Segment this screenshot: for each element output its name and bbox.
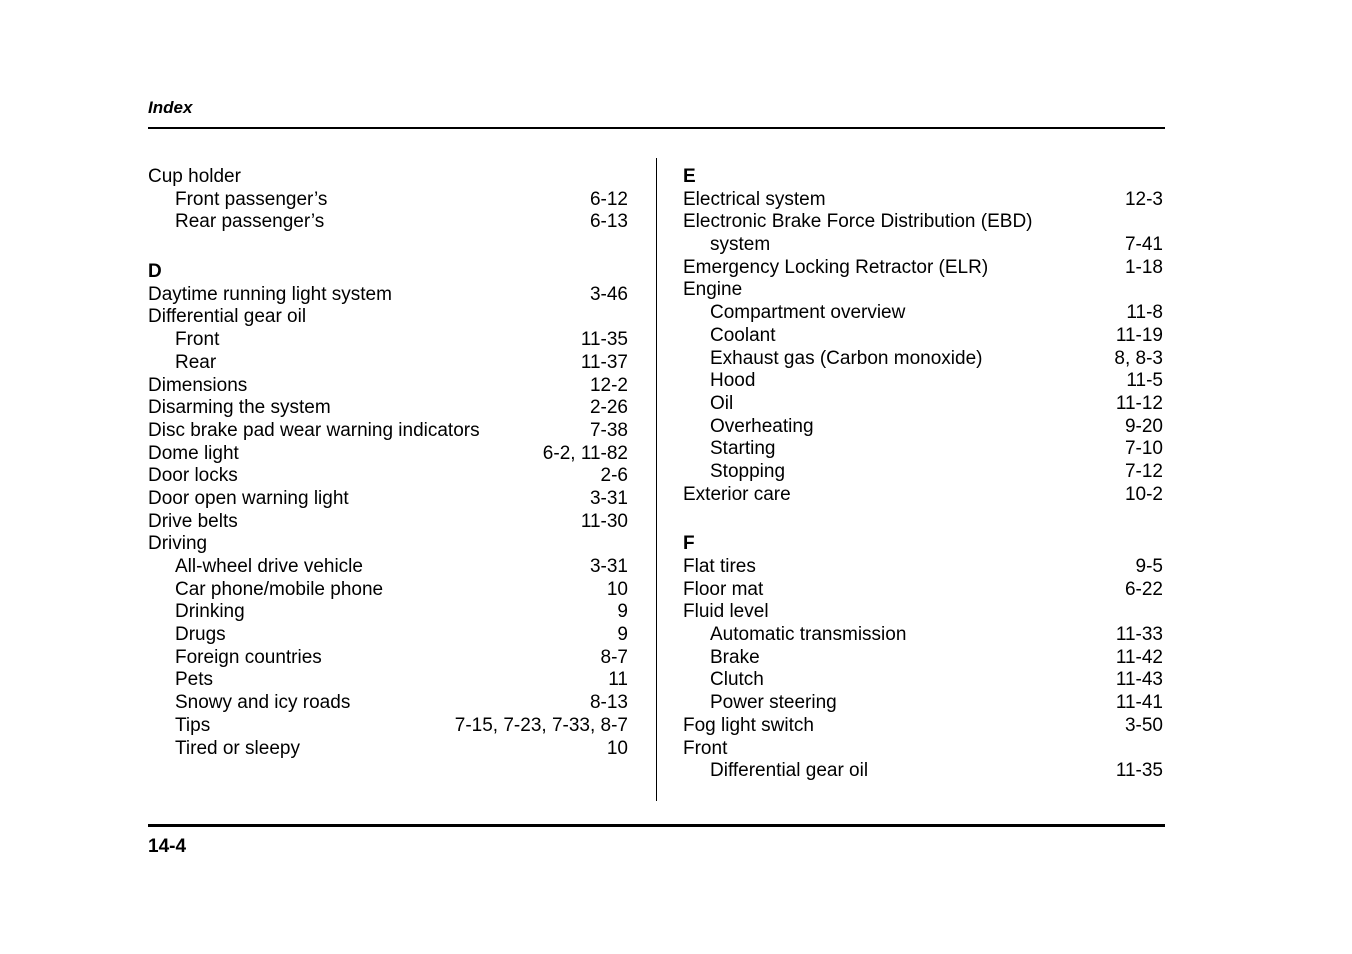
index-term: Rear xyxy=(175,351,217,373)
index-entry xyxy=(148,601,628,624)
index-entry xyxy=(683,234,1163,257)
index-entry xyxy=(683,484,1163,507)
page-reference: 2-6 xyxy=(600,465,628,487)
page-reference: 7-12 xyxy=(1124,460,1163,482)
index-entry xyxy=(683,279,1163,302)
index-term: Disarming the system xyxy=(148,397,331,419)
index-term: Overheating xyxy=(710,415,814,437)
index-group xyxy=(148,284,628,760)
index-term: Exterior care xyxy=(683,483,791,505)
page-reference: 10 xyxy=(606,578,628,600)
index-entry xyxy=(683,416,1163,439)
index-term: Cup holder xyxy=(148,166,241,187)
page-reference: 11-30 xyxy=(580,510,628,532)
index-term: Compartment overview xyxy=(710,302,906,324)
page-number: 14-4 xyxy=(148,836,187,857)
index-term: Coolant xyxy=(710,324,776,346)
index-entry xyxy=(148,511,628,534)
page-reference: 9 xyxy=(617,601,628,623)
index-term: Electronic Brake Force Distribution (EBD) xyxy=(683,211,1033,233)
index-entry xyxy=(148,669,628,692)
header-rule xyxy=(148,127,1165,129)
index-column-right xyxy=(683,166,1163,783)
index-entry xyxy=(148,211,628,234)
page-reference: 12-2 xyxy=(589,374,628,396)
page-reference: 3-50 xyxy=(1124,714,1163,736)
page-reference: 6-22 xyxy=(1124,578,1163,600)
page-reference: 10-2 xyxy=(1124,483,1163,505)
index-term: Floor mat xyxy=(683,578,764,600)
index-term: Brake xyxy=(710,646,760,668)
index-entry xyxy=(683,302,1163,325)
section-letter-e: E xyxy=(683,166,696,187)
index-entry xyxy=(148,352,628,375)
page-reference: 11-35 xyxy=(1115,760,1163,782)
page-reference: 3-31 xyxy=(589,487,628,509)
index-entry xyxy=(683,257,1163,280)
page-reference: 11-33 xyxy=(1115,624,1163,646)
index-entry xyxy=(148,624,628,647)
index-term: Differential gear oil xyxy=(148,306,307,328)
index-term: Driving xyxy=(148,533,208,555)
index-entry xyxy=(683,556,1163,579)
index-term: system xyxy=(710,234,771,256)
index-entry xyxy=(148,715,628,738)
page-reference: 12-3 xyxy=(1124,188,1163,210)
column-divider xyxy=(656,158,657,801)
index-term: Tired or sleepy xyxy=(175,737,300,759)
index-entry xyxy=(148,306,628,329)
index-entry xyxy=(683,760,1163,783)
index-term: Foreign countries xyxy=(175,646,322,668)
page-reference: 6-2, 11-82 xyxy=(542,442,628,464)
page-reference: 11-37 xyxy=(580,351,628,373)
index-entry xyxy=(148,284,628,307)
index-entry xyxy=(683,211,1163,234)
page-reference: 3-31 xyxy=(589,556,628,577)
page-reference: 11-19 xyxy=(1115,324,1163,346)
index-entry xyxy=(683,370,1163,393)
index-entry xyxy=(683,189,1163,212)
index-term: Drive belts xyxy=(148,510,238,532)
index-term: Exhaust gas (Carbon monoxide) xyxy=(710,347,983,369)
index-term: Front passenger’s xyxy=(175,188,328,210)
page-reference: 9-5 xyxy=(1135,556,1163,577)
page-reference: 3-46 xyxy=(589,283,628,305)
page-reference: 11-12 xyxy=(1115,392,1163,414)
index-entry xyxy=(683,692,1163,715)
index-column-left xyxy=(148,166,628,760)
index-term: Dome light xyxy=(148,442,239,464)
index-term: Pets xyxy=(175,669,214,691)
index-entry xyxy=(683,647,1163,670)
page-reference: 11-35 xyxy=(580,329,628,351)
page-reference: 1-18 xyxy=(1124,256,1163,278)
index-entry xyxy=(148,329,628,352)
index-entry xyxy=(683,325,1163,348)
section-header: Index xyxy=(148,98,193,117)
index-entry xyxy=(683,393,1163,416)
page-reference: 7-10 xyxy=(1124,438,1163,460)
index-term: Starting xyxy=(710,438,776,460)
index-entry xyxy=(683,624,1163,647)
index-term: Door locks xyxy=(148,465,238,487)
index-term: Fluid level xyxy=(683,601,769,623)
index-entry xyxy=(148,166,628,189)
page-reference: 8-7 xyxy=(600,646,628,668)
index-entry xyxy=(683,738,1163,761)
index-term: Front xyxy=(683,737,728,759)
index-entry xyxy=(148,465,628,488)
index-entry xyxy=(683,601,1163,624)
index-entry xyxy=(148,533,628,556)
index-term: Drugs xyxy=(175,624,226,646)
index-entry xyxy=(683,669,1163,692)
page-reference: 11-8 xyxy=(1126,302,1163,324)
index-term: Rear passenger’s xyxy=(175,211,325,233)
index-term: Hood xyxy=(710,370,756,392)
index-group xyxy=(148,166,628,234)
index-entry xyxy=(148,738,628,761)
page-reference: 9 xyxy=(617,624,628,646)
index-term: Car phone/mobile phone xyxy=(175,578,384,600)
index-term: Stopping xyxy=(710,460,786,482)
index-entry xyxy=(148,397,628,420)
index-term: Emergency Locking Retractor (ELR) xyxy=(683,256,989,278)
index-term: All-wheel drive vehicle xyxy=(175,556,363,577)
page-reference: 7-41 xyxy=(1124,234,1163,256)
page-reference: 8, 8-3 xyxy=(1114,347,1163,369)
index-entry xyxy=(148,556,628,579)
index-term: Disc brake pad wear warning indicators xyxy=(148,419,480,441)
index-term: Automatic transmission xyxy=(710,624,907,646)
section-gap xyxy=(683,506,1163,533)
index-term: Oil xyxy=(710,392,734,414)
index-term: Front xyxy=(175,329,220,351)
page-reference: 7-15, 7-23, 7-33, 8-7 xyxy=(454,714,628,736)
page-reference: 6-13 xyxy=(589,211,628,233)
index-entry xyxy=(148,488,628,511)
section-letter-f: F xyxy=(683,533,695,555)
index-entry xyxy=(683,579,1163,602)
page-reference: 11-41 xyxy=(1115,692,1163,714)
page-reference: 6-12 xyxy=(589,188,628,210)
index-term: Power steering xyxy=(710,692,837,714)
page-reference: 10 xyxy=(606,737,628,759)
page-reference: 11-42 xyxy=(1115,646,1163,668)
index-entry xyxy=(683,715,1163,738)
index-entry xyxy=(148,189,628,212)
index-term: Door open warning light xyxy=(148,487,349,509)
index-term: Flat tires xyxy=(683,556,756,577)
section-gap xyxy=(148,234,628,261)
page-reference: 11-5 xyxy=(1126,370,1163,392)
index-term: Engine xyxy=(683,279,743,301)
page-reference: 9-20 xyxy=(1124,415,1163,437)
index-term: Drinking xyxy=(175,601,245,623)
index-entry xyxy=(148,443,628,466)
index-entry xyxy=(148,420,628,443)
index-entry xyxy=(148,647,628,670)
index-term: Snowy and icy roads xyxy=(175,692,351,714)
index-entry xyxy=(683,348,1163,371)
page-reference: 11 xyxy=(608,669,628,691)
index-entry xyxy=(683,438,1163,461)
index-term: Clutch xyxy=(710,669,764,691)
page-reference: 2-26 xyxy=(589,397,628,419)
index-term: Daytime running light system xyxy=(148,283,392,305)
index-term: Dimensions xyxy=(148,374,248,396)
index-entry xyxy=(148,692,628,715)
page-reference: 8-13 xyxy=(589,692,628,714)
index-group xyxy=(683,189,1163,507)
index-term: Differential gear oil xyxy=(710,760,869,782)
index-term: Fog light switch xyxy=(683,714,814,736)
section-letter-d: D xyxy=(148,261,162,283)
index-group xyxy=(683,556,1163,783)
footer-rule xyxy=(148,824,1165,827)
index-term: Electrical system xyxy=(683,188,826,210)
index-term: Tips xyxy=(175,714,211,736)
page-reference: 7-38 xyxy=(589,419,628,441)
index-entry xyxy=(148,375,628,398)
index-entry xyxy=(683,461,1163,484)
page-reference: 11-43 xyxy=(1115,669,1163,691)
index-entry xyxy=(148,579,628,602)
